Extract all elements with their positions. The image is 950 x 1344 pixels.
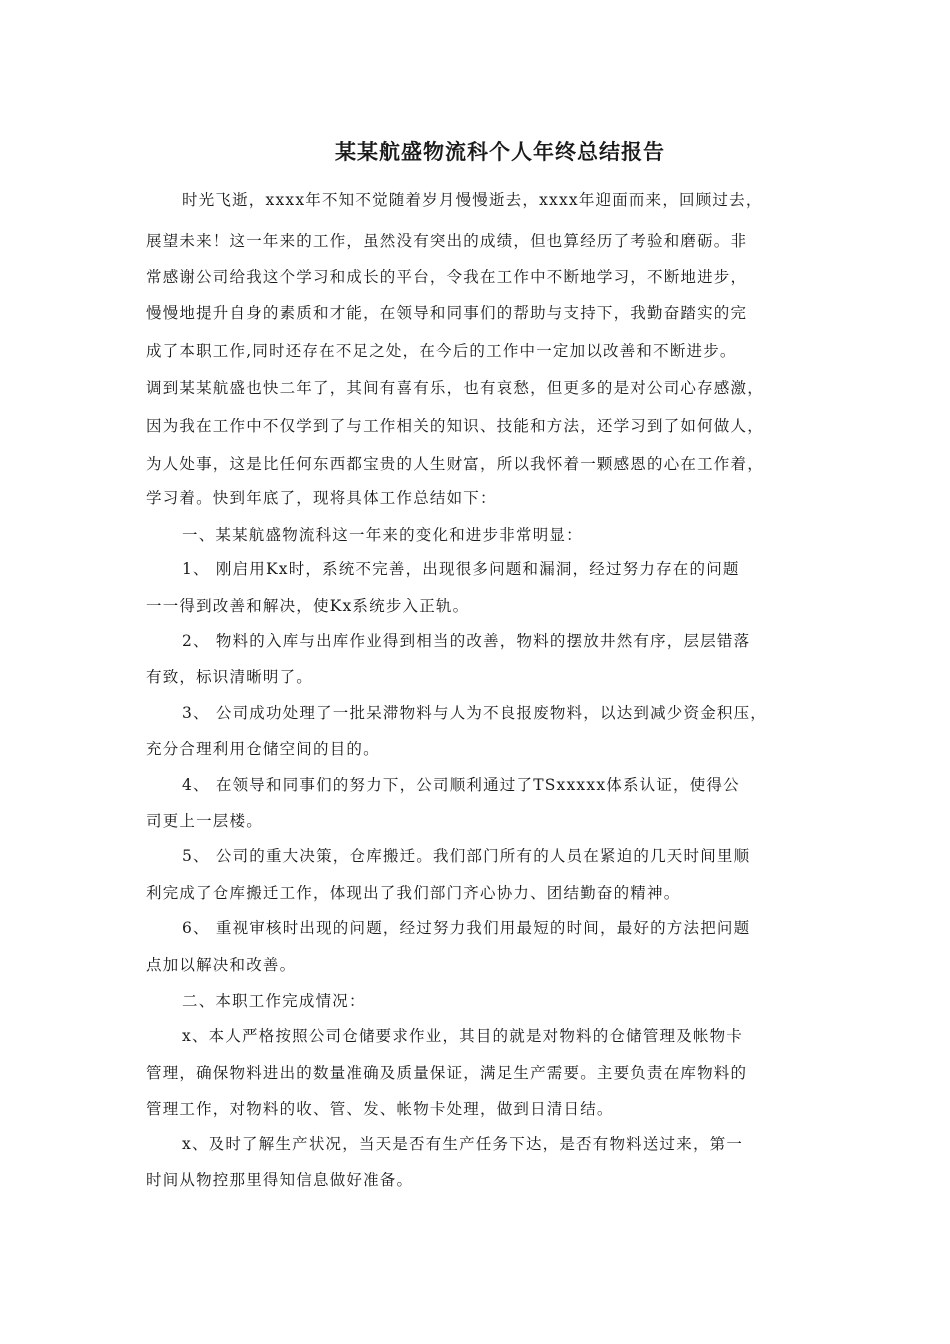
section-heading: 二、本职工作完成情况：: [182, 992, 366, 1010]
paragraph-line: 时间从物控那里得知信息做好准备。: [146, 1171, 414, 1189]
list-item-line: 4、 在领导和同事们的努力下，公司顺利通过了TSxxxxx体系认证，使得公: [182, 776, 740, 794]
paragraph-line: 时光飞逝，xxxx年不知不觉随着岁月慢慢逝去，xxxx年迎面而来，回顾过去，: [182, 191, 763, 209]
paragraph-line: 为人处事，这是比任何东西都宝贵的人生财富，所以我怀着一颗感恩的心在工作着，: [146, 455, 764, 473]
list-item-line: 6、 重视审核时出现的问题，经过努力我们用最短的时间，最好的方法把问题: [182, 919, 751, 937]
list-item-line: 利完成了仓库搬迁工作，体现出了我们部门齐心协力、团结勤奋的精神。: [146, 884, 681, 902]
paragraph-line: 成了本职工作,同时还存在不足之处，在今后的工作中一定加以改善和不断进步。: [146, 342, 737, 360]
paragraph-line: 管理工作，对物料的收、管、发、帐物卡处理，做到日清日结。: [146, 1100, 614, 1118]
list-item-line: 5、 公司的重大决策，仓库搬迁。我们部门所有的人员在紧迫的几天时间里顺: [182, 847, 751, 865]
list-item-line: 司更上一层楼。: [146, 812, 263, 830]
paragraph-line: 调到某某航盛也快二年了，其间有喜有乐，也有哀愁，但更多的是对公司心存感激，: [146, 379, 764, 397]
paragraph-line: 学习着。快到年底了，现将具体工作总结如下：: [146, 489, 497, 507]
list-item-line: 点加以解决和改善。: [146, 956, 297, 974]
document-title: 某某航盛物流科个人年终总结报告: [335, 139, 665, 164]
list-item-line: 有致，标识清晰明了。: [146, 668, 314, 686]
paragraph-line: 管理，确保物料进出的数量准确及质量保证，满足生产需要。主要负责在库物料的: [146, 1064, 748, 1082]
list-item-line: 2、 物料的入库与出库作业得到相当的改善，物料的摆放井然有序，层层错落: [182, 632, 751, 650]
section-heading: 一、某某航盛物流科这一年来的变化和进步非常明显：: [182, 526, 583, 544]
paragraph-line: 慢慢地提升自身的素质和才能，在领导和同事们的帮助与支持下，我勤奋踏实的完: [146, 304, 748, 322]
paragraph-line: x、本人严格按照公司仓储要求作业，其目的就是对物料的仓储管理及帐物卡: [182, 1027, 744, 1045]
list-item-line: 1、 刚启用Kx时，系统不完善，出现很多问题和漏洞，经过努力存在的问题: [182, 560, 740, 578]
list-item-line: 充分合理利用仓储空间的目的。: [146, 740, 380, 758]
list-item-line: 一一得到改善和解决，使Kx系统步入正轨。: [146, 597, 470, 615]
paragraph-line: 展望未来！这一年来的工作，虽然没有突出的成绩，但也算经历了考验和磨砺。非: [146, 232, 748, 250]
list-item-line: 3、 公司成功处理了一批呆滞物料与人为不良报废物料，以达到减少资金积压，: [182, 704, 767, 722]
paragraph-line: 因为我在工作中不仅学到了与工作相关的知识、技能和方法，还学习到了如何做人，: [146, 417, 764, 435]
paragraph-line: x、及时了解生产状况，当天是否有生产任务下达，是否有物料送过来，第一: [182, 1135, 744, 1153]
paragraph-line: 常感谢公司给我这个学习和成长的平台，令我在工作中不断地学习，不断地进步，: [146, 268, 748, 286]
